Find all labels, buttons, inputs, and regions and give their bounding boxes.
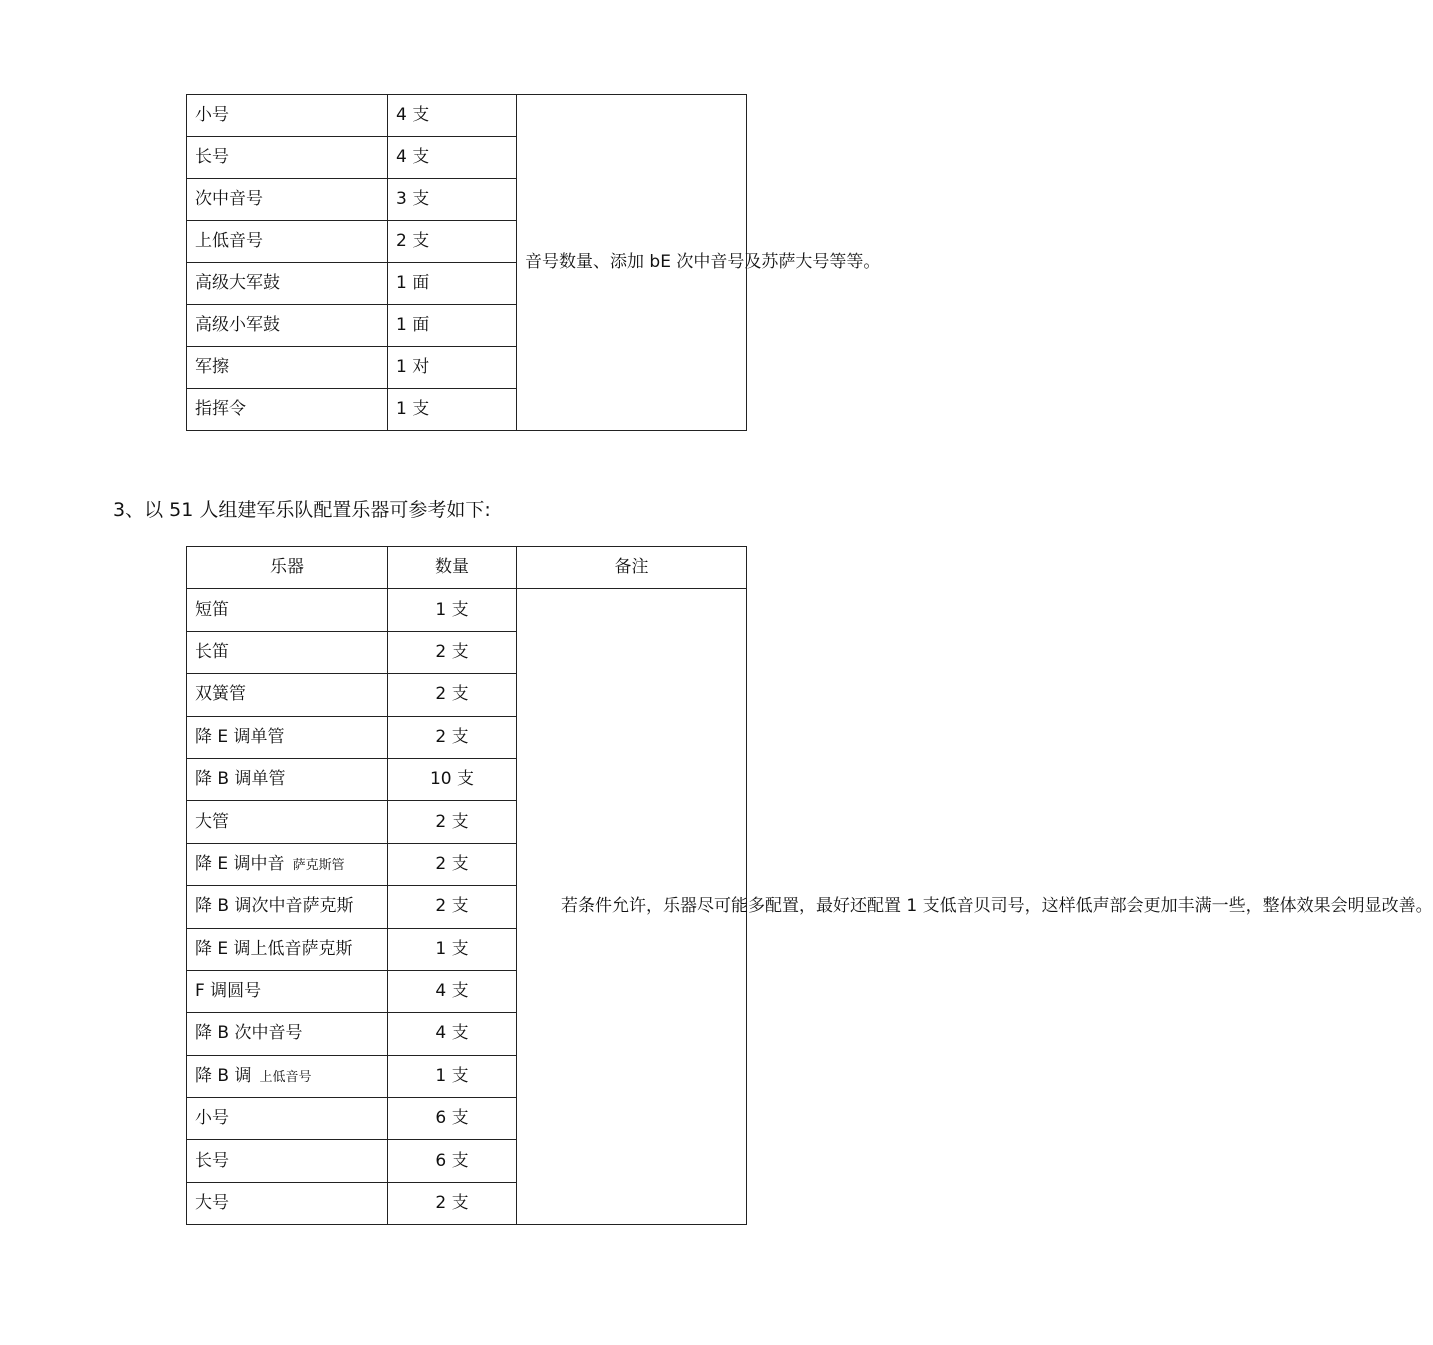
instrument-quantity: 2 支 bbox=[388, 716, 517, 758]
instrument-name bbox=[187, 758, 388, 800]
instrument-name-text: 降 B 调次中音萨克斯 bbox=[195, 896, 354, 917]
table-header-row bbox=[187, 547, 747, 589]
header-quantity: 数量 bbox=[388, 547, 517, 589]
instrument-name: 上低音号 bbox=[187, 221, 388, 263]
instrument-quantity: 4 支 bbox=[388, 95, 517, 137]
instrument-quantity: 2 支 bbox=[388, 801, 517, 843]
section-heading: 3、以 51 人组建军乐队配置乐器可参考如下: bbox=[113, 499, 491, 521]
instrument-name-text: 降 E 调上低音萨克斯 bbox=[195, 938, 353, 959]
header-instrument: 乐器 bbox=[187, 547, 388, 589]
instrument-name bbox=[187, 1098, 388, 1140]
instrument-name-text: F 调圆号 bbox=[195, 981, 262, 1002]
instrument-name bbox=[187, 1055, 388, 1097]
instrument-name bbox=[187, 1013, 388, 1055]
instrument-name-suffix: 上低音号 bbox=[259, 1069, 312, 1085]
instrument-name-text: 降 E 调单管 bbox=[195, 726, 285, 747]
instrument-quantity: 2 支 bbox=[388, 674, 517, 716]
table-row bbox=[187, 589, 747, 631]
instrument-quantity: 4 支 bbox=[388, 137, 517, 179]
instrument-table-51 bbox=[186, 546, 1433, 1225]
instrument-name bbox=[187, 589, 388, 631]
instrument-name bbox=[187, 631, 388, 673]
instrument-quantity: 10 支 bbox=[388, 758, 517, 800]
table-row bbox=[187, 95, 747, 137]
instrument-name: 军擦 bbox=[187, 347, 388, 389]
instrument-quantity: 1 面 bbox=[388, 305, 517, 347]
instrument-name-text: 降 B 调 bbox=[195, 1065, 252, 1086]
instrument-quantity: 2 支 bbox=[388, 886, 517, 928]
instrument-name-text: 长笛 bbox=[195, 641, 229, 662]
instrument-quantity: 3 支 bbox=[388, 179, 517, 221]
instrument-quantity: 1 支 bbox=[388, 1055, 517, 1097]
instrument-name-text: 降 E 调中音 bbox=[195, 853, 285, 874]
instrument-name bbox=[187, 843, 388, 885]
remark-text: 若条件允许，乐器尽可能多配置，最好还配置 1 支低音贝司号，这样低声部会更加丰满一些，整体效果会明显改善。 bbox=[561, 896, 1433, 917]
instrument-name-text: 小号 bbox=[195, 1108, 229, 1129]
instrument-name-text: 大管 bbox=[195, 811, 229, 832]
instrument-quantity: 2 支 bbox=[388, 221, 517, 263]
instrument-name bbox=[187, 886, 388, 928]
instrument-name bbox=[187, 1182, 388, 1224]
header-remark: 备注 bbox=[517, 547, 747, 589]
instrument-quantity: 1 支 bbox=[388, 389, 517, 431]
instrument-quantity: 1 支 bbox=[388, 589, 517, 631]
instrument-name-text: 降 B 次中音号 bbox=[195, 1023, 303, 1044]
instrument-name: 次中音号 bbox=[187, 179, 388, 221]
instrument-name-text: 降 B 调单管 bbox=[195, 769, 286, 790]
instrument-name bbox=[187, 970, 388, 1012]
instrument-name-text: 双簧管 bbox=[195, 684, 246, 705]
instrument-name: 指挥令 bbox=[187, 389, 388, 431]
instrument-name: 高级小军鼓 bbox=[187, 305, 388, 347]
instrument-quantity: 1 支 bbox=[388, 928, 517, 970]
instrument-quantity: 6 支 bbox=[388, 1098, 517, 1140]
instrument-quantity: 4 支 bbox=[388, 970, 517, 1012]
instrument-quantity: 4 支 bbox=[388, 1013, 517, 1055]
instrument-quantity: 6 支 bbox=[388, 1140, 517, 1182]
instrument-quantity: 1 面 bbox=[388, 263, 517, 305]
instrument-name: 高级大军鼓 bbox=[187, 263, 388, 305]
instrument-name: 长号 bbox=[187, 137, 388, 179]
instrument-name-text: 短笛 bbox=[195, 599, 229, 620]
instrument-name bbox=[187, 716, 388, 758]
instrument-name bbox=[187, 1140, 388, 1182]
remark-cell: 音号数量、添加 bE 次中音号及苏萨大号等等。 bbox=[517, 95, 747, 431]
remark-cell bbox=[517, 589, 1433, 1225]
instrument-name-suffix: 萨克斯管 bbox=[292, 857, 345, 873]
instrument-name bbox=[187, 674, 388, 716]
instrument-table-continued bbox=[186, 94, 881, 431]
instrument-name bbox=[187, 928, 388, 970]
instrument-quantity: 2 支 bbox=[388, 631, 517, 673]
instrument-quantity: 1 对 bbox=[388, 347, 517, 389]
instrument-name: 小号 bbox=[187, 95, 388, 137]
instrument-quantity: 2 支 bbox=[388, 1182, 517, 1224]
instrument-name-text: 大号 bbox=[195, 1193, 229, 1214]
instrument-name-text: 长号 bbox=[195, 1150, 229, 1171]
instrument-quantity: 2 支 bbox=[388, 843, 517, 885]
instrument-name bbox=[187, 801, 388, 843]
